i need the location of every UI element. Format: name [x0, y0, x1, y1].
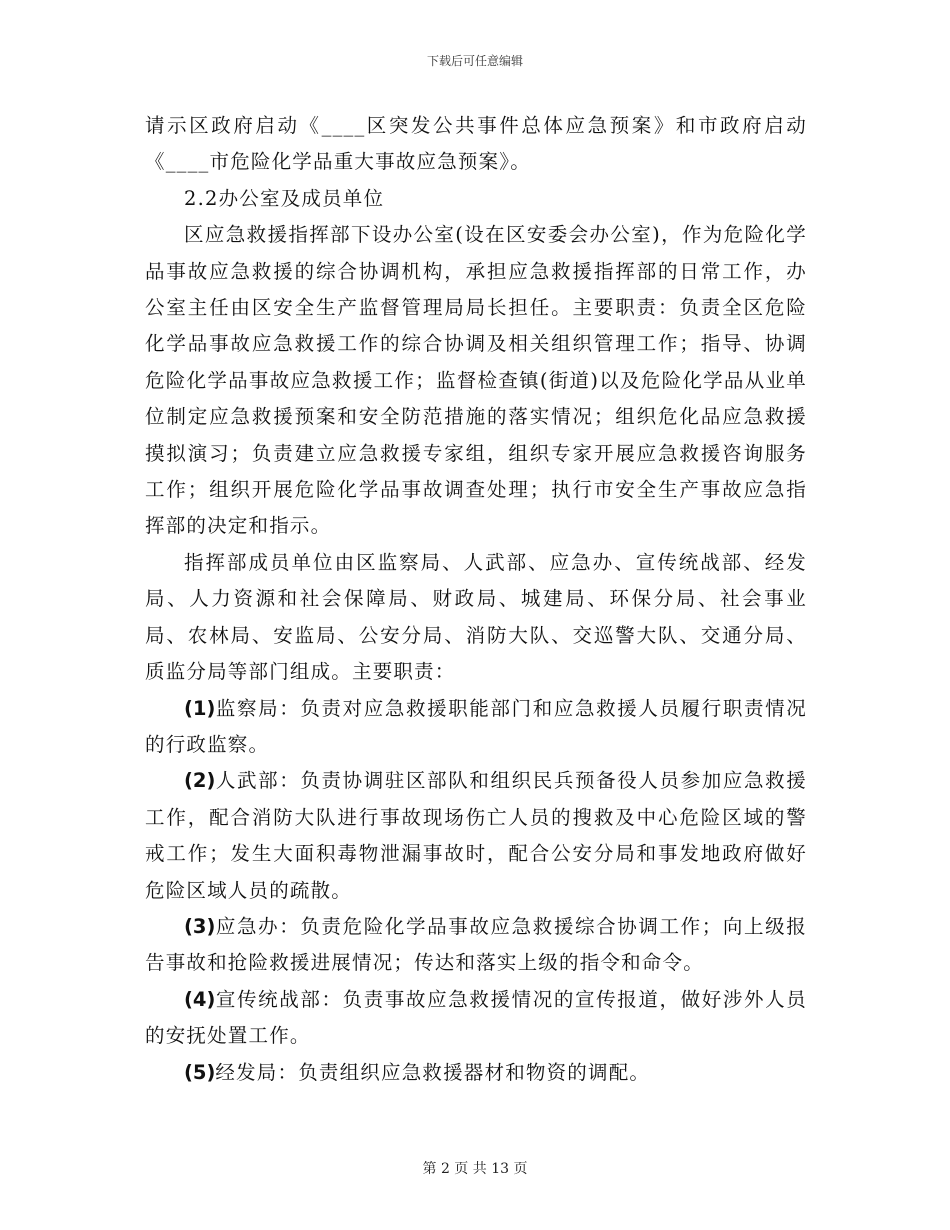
- item-number: (2): [184, 769, 216, 793]
- item-number: (3): [184, 914, 216, 938]
- paragraph-request: 请示区政府启动《____区突发公共事件总体应急预案》和市政府启动《____市危险化学品重大事故应急预案》。: [145, 114, 807, 174]
- list-item-2: [145, 763, 807, 909]
- item-number: (5): [184, 1060, 216, 1084]
- item-number: (1): [184, 696, 216, 720]
- item-text: 应急办：负责危险化学品事故应急救援综合协调工作；向上级报告事故和抢险救援进展情况；传达和落实上级的指令和命令。: [145, 914, 807, 975]
- list-item-5: [145, 1055, 807, 1091]
- section-heading: 2.2办公室及成员单位: [184, 186, 385, 210]
- item-text: 监察局：负责对应急救援职能部门和应急救援人员履行职责情况的行政监察。: [145, 696, 807, 756]
- paragraph-office: 区应急救援指挥部下设办公室(设在区安委会办公室)，作为危险化学品事故应急救援的综合协调机构，承担应急救援指挥部的日常工作，办公室主任由区安全生产监督管理局局长担任。主要职责：负责全区危险化学品事故应急救援工作的综合协调及相关组织管理工作；指导、协调危险化学品事故应急救援工作；监督检查镇(街道)以及危险化学品从业单位制定应急救援预案和安全防范措施的落实情况；组织危化品应急救援摸拟演习；负责建立应急救援专家组，组织专家开展应急救援咨询服务工作；组织开展危险化学品事故调查处理；执行市安全生产事故应急指挥部的决定和指示。: [145, 223, 807, 538]
- paragraph-members: 指挥部成员单位由区监察局、人武部、应急办、宣传统战部、经发局、人力资源和社会保障局、财政局、城建局、环保分局、社会事业局、农林局、安监局、公安分局、消防大队、交巡警大队、交通分局、质监分局等部门组成。主要职责：: [145, 550, 807, 684]
- list-item-4: [145, 982, 807, 1055]
- item-number: (4): [184, 987, 216, 1011]
- document-body: [145, 108, 807, 1091]
- list-item-1: [145, 691, 807, 764]
- item-text: 经发局：负责组织应急救援器材和物资的调配。: [215, 1060, 651, 1084]
- item-text: 宣传统战部：负责事故应急救援情况的宣传报道，做好涉外人员的安抚处置工作。: [145, 987, 807, 1048]
- list-item-3: [145, 909, 807, 982]
- page-footer: 第 2 页 共 13 页: [422, 1161, 528, 1177]
- page-header: 下载后可任意编辑: [426, 54, 523, 68]
- item-text: 人武部：负责协调驻区部队和组织民兵预备役人员参加应急救援工作，配合消防大队进行事故现场伤亡人员的搜救及中心危险区域的警戒工作；发生大面积毒物泄漏事故时，配合公安分局和事发地政府做好危险区域人员的疏散。: [145, 769, 807, 902]
